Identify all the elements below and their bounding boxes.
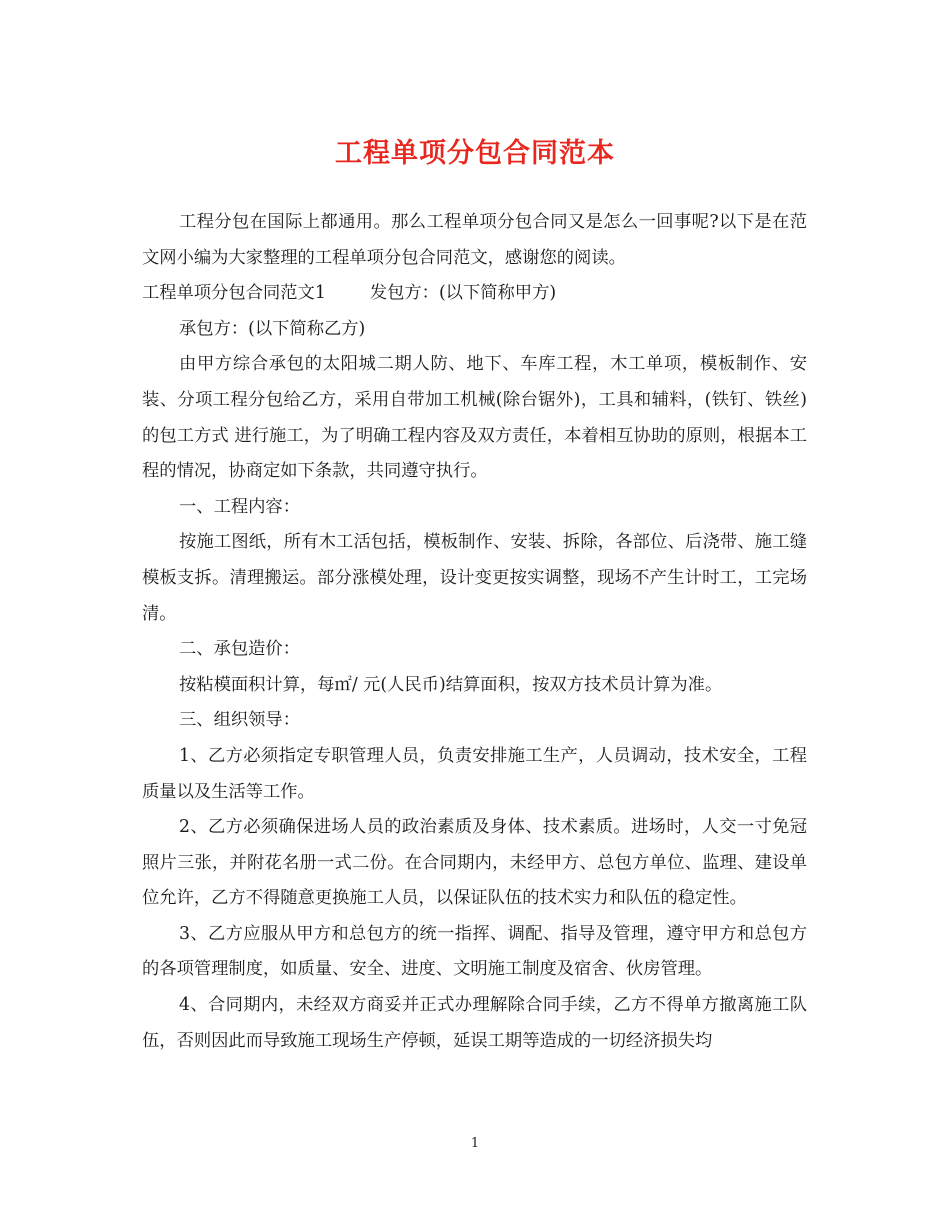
preamble-paragraph: 由甲方综合承包的太阳城二期人防、地下、车库工程，木工单项，模板制作、安装、分项工程分包给乙方，采用自带加工机械(除台锯外)，工具和辅料，(铁钉、铁丝)的包工方式 进行施工，为了明确工程内容及双方责任，本着相互协助的原则，根据本工程的情况，协商定如下条款，共同遵守执行。 xyxy=(142,354,807,482)
clause-item-3: 3、乙方应服从甲方和总包方的统一指挥、调配、指导及管理，遵守甲方和总包方的各项管理制度，如质量、安全、进度、文明施工制度及宿舍、伙房管理。 xyxy=(142,923,807,980)
section-2-paragraph: 按粘模面积计算，每㎡/ 元(人民币)结算面积，按双方技术员计算为准。 xyxy=(179,674,723,695)
party-a-line: 发包方：(以下简称甲方) xyxy=(369,283,557,304)
clause-item-4: 4、合同期内，未经双方商妥并正式办理解除合同手续，乙方不得单方撤离施工队伍，否则因此而导致施工现场生产停顿，延误工期等造成的一切经济损失均 xyxy=(142,995,807,1051)
document-title: 工程单项分包合同范本 xyxy=(335,138,615,169)
section-2-heading: 二、承包造价： xyxy=(179,639,300,660)
clause-item-2: 2、乙方必须确保进场人员的政治素质及身体、技术素质。进场时，人交一寸免冠照片三张，并附花名册一式二份。在合同期内，未经甲方、总包方单位、监理、建设单位允许，乙方不得随意更换施工人员，以保证队伍的技术实力和队伍的稳定性。 xyxy=(142,817,807,909)
party-b-line: 承包方：(以下简称乙方) xyxy=(179,318,366,339)
clause-item-1: 1、乙方必须指定专职管理人员，负责安排施工生产，人员调动，技术安全，工程质量以及生活等工作。 xyxy=(142,745,807,802)
section-3-heading: 三、组织领导： xyxy=(179,710,300,731)
document-body xyxy=(142,205,807,1059)
page-number: 1 xyxy=(470,1136,480,1151)
sample-heading-line xyxy=(142,276,807,312)
section-1-paragraph: 按施工图纸，所有木工活包括，模板制作、安装、拆除，各部位、后浇带、施工缝模板支拆。清理搬运。部分涨模处理，设计变更按实调整，现场不产生计时工，工完场清。 xyxy=(142,532,807,624)
section-1-heading: 一、工程内容： xyxy=(179,496,300,517)
sample-heading: 工程单项分包合同范文1 xyxy=(142,283,326,304)
intro-paragraph: 工程分包在国际上都通用。那么工程单项分包合同又是怎么一回事呢?以下是在范文网小编为大家整理的工程单项分包合同范文，感谢您的阅读。 xyxy=(142,212,807,268)
